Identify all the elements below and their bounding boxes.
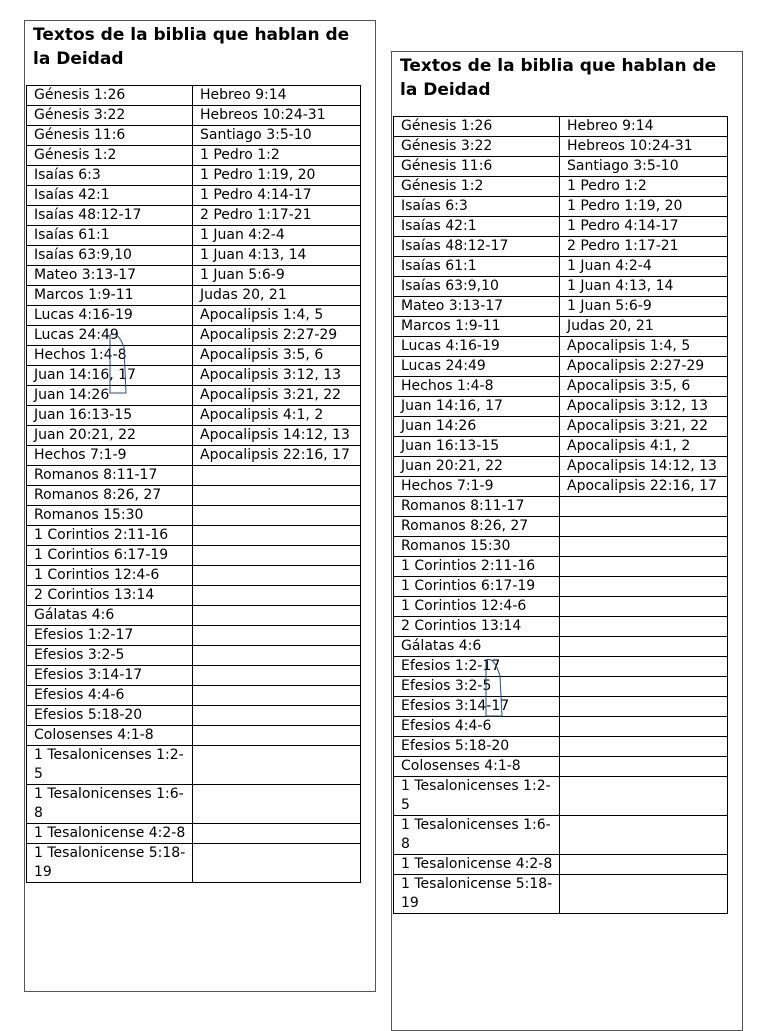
table-row — [27, 746, 361, 785]
table-row — [394, 637, 728, 657]
verse-cell-left: Isaías 6:3 — [394, 197, 560, 217]
verse-cell-left: Marcos 1:9-11 — [394, 317, 560, 337]
verse-cell-left: Juan 14:26 — [394, 417, 560, 437]
table-row — [394, 457, 728, 477]
verse-cell-right: 1 Pedro 4:14-17 — [193, 186, 361, 206]
table-row — [27, 726, 361, 746]
table-row — [27, 306, 361, 326]
verse-cell-right — [560, 717, 728, 737]
verse-cell-left: Romanos 15:30 — [27, 506, 193, 526]
verse-cell-left: Juan 14:16, 17 — [27, 366, 193, 386]
verse-cell-left: Juan 16:13-15 — [27, 406, 193, 426]
verse-cell-left: Juan 14:26 — [27, 386, 193, 406]
verse-cell-left: Lucas 24:49 — [394, 357, 560, 377]
verse-cell-right — [560, 497, 728, 517]
verse-cell-left: Gálatas 4:6 — [27, 606, 193, 626]
verse-cell-left: Romanos 8:26, 27 — [27, 486, 193, 506]
verse-cell-right — [193, 706, 361, 726]
verse-cell-left: Génesis 11:6 — [394, 157, 560, 177]
verse-cell-left: 1 Tesalonicense 4:2-8 — [394, 855, 560, 875]
table-row — [27, 186, 361, 206]
table-row — [394, 257, 728, 277]
table-row — [27, 326, 361, 346]
verse-cell-left: Hechos 1:4-8 — [394, 377, 560, 397]
verse-cell-right — [193, 746, 361, 785]
table-row — [394, 677, 728, 697]
verse-cell-left: Isaías 48:12-17 — [27, 206, 193, 226]
verse-cell-right — [560, 597, 728, 617]
verse-cell-left: Génesis 1:26 — [394, 117, 560, 137]
verse-cell-right: Apocalipsis 3:21, 22 — [560, 417, 728, 437]
table-row — [394, 697, 728, 717]
verse-cell-right: 1 Juan 4:2-4 — [560, 257, 728, 277]
verse-cell-right: Apocalipsis 3:12, 13 — [560, 397, 728, 417]
verse-cell-right: Apocalipsis 1:4, 5 — [193, 306, 361, 326]
verse-cell-right — [560, 757, 728, 777]
table-row — [394, 657, 728, 677]
verse-cell-right — [560, 855, 728, 875]
table-row — [27, 666, 361, 686]
table-row — [394, 737, 728, 757]
verse-cell-left: 2 Corintios 13:14 — [27, 586, 193, 606]
verse-cell-right — [560, 617, 728, 637]
verse-cell-left: Génesis 3:22 — [394, 137, 560, 157]
table-row — [27, 526, 361, 546]
table-row — [27, 226, 361, 246]
verse-cell-left: Hechos 7:1-9 — [27, 446, 193, 466]
verse-cell-right — [560, 737, 728, 757]
verse-cell-right: 1 Pedro 1:19, 20 — [560, 197, 728, 217]
table-row — [27, 824, 361, 844]
verse-cell-left: 1 Corintios 2:11-16 — [27, 526, 193, 546]
verse-cell-left: Mateo 3:13-17 — [27, 266, 193, 286]
verse-cell-left: 1 Corintios 2:11-16 — [394, 557, 560, 577]
verse-cell-right — [560, 537, 728, 557]
verse-cell-right: 1 Pedro 4:14-17 — [560, 217, 728, 237]
table-row — [394, 117, 728, 137]
verse-cell-left: Isaías 42:1 — [394, 217, 560, 237]
verse-cell-right: 1 Juan 5:6-9 — [560, 297, 728, 317]
table-row — [27, 346, 361, 366]
table-row — [27, 844, 361, 883]
verse-cell-left: 1 Corintios 12:4-6 — [27, 566, 193, 586]
table-row — [394, 197, 728, 217]
verse-cell-right: Apocalipsis 4:1, 2 — [560, 437, 728, 457]
verse-cell-left: Isaías 42:1 — [27, 186, 193, 206]
verse-cell-left: Juan 20:21, 22 — [27, 426, 193, 446]
table-row — [27, 86, 361, 106]
table-row — [394, 757, 728, 777]
verse-cell-left: Lucas 24:49 — [27, 326, 193, 346]
verse-table — [26, 85, 361, 883]
verse-cell-right: 2 Pedro 1:17-21 — [560, 237, 728, 257]
verse-cell-right — [193, 646, 361, 666]
verse-cell-left: Lucas 4:16-19 — [27, 306, 193, 326]
verse-cell-left: Génesis 1:2 — [27, 146, 193, 166]
verse-cell-right — [560, 517, 728, 537]
verse-cell-right — [193, 466, 361, 486]
table-row — [27, 626, 361, 646]
verse-cell-right: Apocalipsis 4:1, 2 — [193, 406, 361, 426]
verse-cell-left: Génesis 1:26 — [27, 86, 193, 106]
verse-cell-right: Apocalipsis 14:12, 13 — [560, 457, 728, 477]
table-row — [394, 855, 728, 875]
table-row — [27, 126, 361, 146]
verse-cell-right — [193, 726, 361, 746]
verse-cell-left: Juan 16:13-15 — [394, 437, 560, 457]
verse-cell-right — [193, 526, 361, 546]
table-row — [394, 557, 728, 577]
table-row — [27, 406, 361, 426]
verse-cell-right: 1 Juan 4:13, 14 — [560, 277, 728, 297]
table-row — [27, 466, 361, 486]
verse-cell-right: Hebreo 9:14 — [193, 86, 361, 106]
table-row — [27, 246, 361, 266]
verse-cell-left: 1 Corintios 6:17-19 — [394, 577, 560, 597]
table-row — [394, 517, 728, 537]
verse-cell-right: 1 Juan 5:6-9 — [193, 266, 361, 286]
verse-cell-left: Génesis 3:22 — [27, 106, 193, 126]
verse-cell-right — [560, 637, 728, 657]
table-row — [394, 537, 728, 557]
verse-cell-left: Hechos 1:4-8 — [27, 346, 193, 366]
document-page-right — [391, 51, 743, 1031]
verse-cell-right — [560, 816, 728, 855]
verse-cell-right — [193, 566, 361, 586]
table-row — [27, 166, 361, 186]
verse-cell-left: Efesios 5:18-20 — [394, 737, 560, 757]
table-row — [394, 217, 728, 237]
verse-cell-right: Hebreo 9:14 — [560, 117, 728, 137]
verse-cell-right: Apocalipsis 2:27-29 — [193, 326, 361, 346]
table-row — [27, 646, 361, 666]
table-row — [394, 297, 728, 317]
table-row — [27, 146, 361, 166]
table-row — [394, 617, 728, 637]
table-row — [394, 777, 728, 816]
verse-cell-right — [560, 657, 728, 677]
verse-cell-right: Apocalipsis 3:5, 6 — [193, 346, 361, 366]
verse-cell-right — [560, 677, 728, 697]
table-row — [27, 266, 361, 286]
table-row — [27, 446, 361, 466]
verse-cell-right: 1 Juan 4:2-4 — [193, 226, 361, 246]
verse-cell-left: Juan 14:16, 17 — [394, 397, 560, 417]
table-row — [27, 586, 361, 606]
verse-cell-left: 1 Corintios 12:4-6 — [394, 597, 560, 617]
table-row — [394, 417, 728, 437]
verse-cell-right: Apocalipsis 3:21, 22 — [193, 386, 361, 406]
verse-cell-right — [560, 557, 728, 577]
table-row — [27, 366, 361, 386]
verse-cell-left: Efesios 4:4-6 — [27, 686, 193, 706]
verse-cell-right: Santiago 3:5-10 — [193, 126, 361, 146]
document-page-left — [24, 20, 376, 992]
verse-cell-right — [193, 824, 361, 844]
verse-cell-right — [193, 586, 361, 606]
verse-cell-right — [560, 777, 728, 816]
verse-cell-left: Efesios 3:2-5 — [27, 646, 193, 666]
verse-cell-left: Isaías 63:9,10 — [394, 277, 560, 297]
table-row — [394, 597, 728, 617]
verse-cell-right — [193, 686, 361, 706]
verse-cell-right: Apocalipsis 3:12, 13 — [193, 366, 361, 386]
verse-cell-left: 2 Corintios 13:14 — [394, 617, 560, 637]
verse-cell-right: Judas 20, 21 — [560, 317, 728, 337]
table-row — [394, 357, 728, 377]
verse-cell-right — [193, 666, 361, 686]
verse-cell-right: 1 Pedro 1:2 — [560, 177, 728, 197]
verse-cell-left: Efesios 3:14-17 — [27, 666, 193, 686]
verse-cell-left: Colosenses 4:1-8 — [394, 757, 560, 777]
verse-cell-right: 1 Pedro 1:2 — [193, 146, 361, 166]
table-row — [394, 497, 728, 517]
verse-cell-left: Isaías 63:9,10 — [27, 246, 193, 266]
table-row — [394, 177, 728, 197]
verse-cell-left: Efesios 1:2-17 — [27, 626, 193, 646]
verse-cell-left: 1 Tesalonicense 4:2-8 — [27, 824, 193, 844]
verse-cell-left: Efesios 5:18-20 — [27, 706, 193, 726]
verse-cell-right: Apocalipsis 22:16, 17 — [560, 477, 728, 497]
verse-cell-right: Apocalipsis 1:4, 5 — [560, 337, 728, 357]
verse-cell-left: Romanos 8:11-17 — [27, 466, 193, 486]
verse-cell-left: Efesios 3:14-17 — [394, 697, 560, 717]
verse-cell-left: Génesis 11:6 — [27, 126, 193, 146]
verse-cell-right — [193, 785, 361, 824]
verse-cell-right — [560, 577, 728, 597]
verse-cell-right: Apocalipsis 22:16, 17 — [193, 446, 361, 466]
verse-cell-left: 1 Tesalonicenses 1:6-8 — [27, 785, 193, 824]
table-row — [394, 477, 728, 497]
verse-cell-right: Apocalipsis 2:27-29 — [560, 357, 728, 377]
table-row — [394, 237, 728, 257]
verse-cell-left: Isaías 61:1 — [27, 226, 193, 246]
verse-cell-left: 1 Tesalonicenses 1:2-5 — [394, 777, 560, 816]
verse-cell-left: Lucas 4:16-19 — [394, 337, 560, 357]
table-row — [394, 816, 728, 855]
verse-cell-left: Isaías 6:3 — [27, 166, 193, 186]
table-row — [27, 486, 361, 506]
verse-cell-left: 1 Tesalonicense 5:18-19 — [394, 875, 560, 914]
verse-cell-left: Mateo 3:13-17 — [394, 297, 560, 317]
verse-cell-right — [193, 844, 361, 883]
verse-cell-right — [193, 486, 361, 506]
verse-cell-right: 1 Pedro 1:19, 20 — [193, 166, 361, 186]
table-row — [27, 686, 361, 706]
verse-cell-right — [560, 875, 728, 914]
verse-cell-left: 1 Corintios 6:17-19 — [27, 546, 193, 566]
table-row — [27, 106, 361, 126]
table-row — [27, 606, 361, 626]
table-row — [394, 577, 728, 597]
verse-cell-left: Romanos 8:11-17 — [394, 497, 560, 517]
verse-cell-right — [193, 546, 361, 566]
table-row — [27, 206, 361, 226]
verse-table — [393, 116, 728, 914]
verse-cell-right: Apocalipsis 3:5, 6 — [560, 377, 728, 397]
table-row — [27, 785, 361, 824]
verse-cell-left: Génesis 1:2 — [394, 177, 560, 197]
page-title: Textos de la biblia que hablan de la Deidad — [400, 56, 717, 100]
table-row — [394, 137, 728, 157]
verse-cell-right — [193, 606, 361, 626]
table-row — [27, 286, 361, 306]
verse-cell-left: Hechos 7:1-9 — [394, 477, 560, 497]
verse-cell-right: Hebreos 10:24-31 — [560, 137, 728, 157]
verse-cell-left: Marcos 1:9-11 — [27, 286, 193, 306]
table-row — [394, 875, 728, 914]
table-row — [394, 337, 728, 357]
table-row — [27, 706, 361, 726]
verse-cell-left: 1 Tesalonicense 5:18-19 — [27, 844, 193, 883]
table-row — [394, 377, 728, 397]
verse-cell-left: Juan 20:21, 22 — [394, 457, 560, 477]
verse-cell-left: Efesios 3:2-5 — [394, 677, 560, 697]
verse-cell-right — [560, 697, 728, 717]
verse-cell-right: Hebreos 10:24-31 — [193, 106, 361, 126]
verse-cell-right: 1 Juan 4:13, 14 — [193, 246, 361, 266]
verse-cell-right: 2 Pedro 1:17-21 — [193, 206, 361, 226]
table-row — [394, 437, 728, 457]
table-row — [27, 426, 361, 446]
verse-cell-left: Efesios 1:2-17 — [394, 657, 560, 677]
table-row — [394, 717, 728, 737]
table-row — [27, 566, 361, 586]
table-row — [394, 157, 728, 177]
verse-cell-left: 1 Tesalonicenses 1:6-8 — [394, 816, 560, 855]
verse-cell-left: Isaías 48:12-17 — [394, 237, 560, 257]
verse-cell-left: Isaías 61:1 — [394, 257, 560, 277]
table-row — [27, 546, 361, 566]
verse-cell-left: Colosenses 4:1-8 — [27, 726, 193, 746]
verse-cell-right — [193, 626, 361, 646]
verse-cell-left: Romanos 15:30 — [394, 537, 560, 557]
verse-cell-left: Efesios 4:4-6 — [394, 717, 560, 737]
verse-cell-right: Judas 20, 21 — [193, 286, 361, 306]
verse-cell-right: Apocalipsis 14:12, 13 — [193, 426, 361, 446]
table-row — [27, 386, 361, 406]
page-title: Textos de la biblia que hablan de la Deidad — [33, 25, 350, 69]
verse-cell-left: Gálatas 4:6 — [394, 637, 560, 657]
verse-cell-right: Santiago 3:5-10 — [560, 157, 728, 177]
verse-cell-left: Romanos 8:26, 27 — [394, 517, 560, 537]
table-row — [394, 277, 728, 297]
verse-cell-right — [193, 506, 361, 526]
table-row — [27, 506, 361, 526]
table-row — [394, 317, 728, 337]
verse-cell-left: 1 Tesalonicenses 1:2-5 — [27, 746, 193, 785]
table-row — [394, 397, 728, 417]
